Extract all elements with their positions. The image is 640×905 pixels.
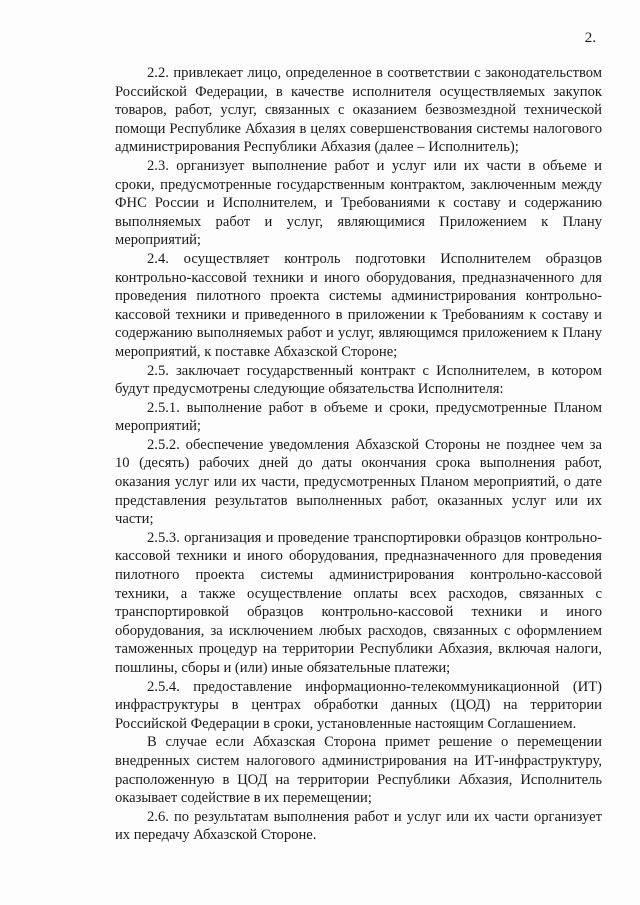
paragraph-2-2: 2.2. привлекает лицо, определенное в соответствии с законодательством Российской Федерации, в качестве исполнителя осуществляемых закупок товаров, работ, услуг, связанных с оказанием безвозмездной технической помощи Республике Абхазия в целях совершенствования системы налогового администрирования Республики Абхазия (далее – Исполнитель); [115, 65, 602, 156]
document-body [115, 64, 602, 845]
paragraph-2-6: 2.6. по результатам выполнения работ и услуг или их части организует их передачу Абхазской Стороне. [115, 808, 602, 844]
page-number: 2. [584, 30, 596, 46]
paragraph-2-5-4: 2.5.4. предоставление информационно-телекоммуникационной (ИТ) инфраструктуры в центрах обработки данных (ЦОД) на территории Российской Федерации в сроки, установленные настоящим Соглашением. [115, 678, 602, 732]
paragraph-2-5-1: 2.5.1. выполнение работ в объеме и сроки, предусмотренные Планом мероприятий; [115, 399, 602, 435]
paragraph-2-5: 2.5. заключает государственный контракт с Исполнителем, в котором будут предусмотрены следующие обязательства Исполнителя: [115, 362, 602, 398]
paragraph-2-5-2: 2.5.2. обеспечение уведомления Абхазской Стороны не позднее чем за 10 (десять) рабочих дней до даты окончания срока выполнения работ, оказания услуг или их части, предусмотренных Планом мероприятий, о дате представления результатов выполненных работ, оказанных услуг или их части; [115, 436, 602, 528]
paragraph-2-5-4-note: В случае если Абхазская Сторона примет решение о перемещении внедренных систем налогового администрирования на ИТ-инфраструктуру, расположенную в ЦОД на территории Республики Абхазия, Исполнитель оказывает содействие в их перемещении; [115, 734, 602, 807]
paragraph-2-3: 2.3. организует выполнение работ и услуг или их части в объеме и сроки, предусмотренные государственным контрактом, заключенным между ФНС России и Исполнителем, и Требованиями к составу и содержанию выполняемых работ и услуг, являющимися Приложением к Плану мероприятий; [115, 157, 602, 249]
paragraph-2-4: 2.4. осуществляет контроль подготовки Исполнителем образцов контрольно-кассовой техники и иного оборудования, предназначенного для проведения пилотного проекта системы администрирования контрольно-кассовой техники и приведенного в приложении к Требованиям к составу и содержанию выполняемых работ и услуг, являющимся приложением к Плану мероприятий, к поставке Абхазской Стороне; [115, 250, 602, 360]
paragraph-2-5-3: 2.5.3. организация и проведение транспортировки образцов контрольно-кассовой техники и иного оборудования, предназначенного для проведения пилотного проекта системы администрирования контрольно-кассовой техники, а также осуществление оплаты всех расходов, связанных с транспортировкой образцов контрольно-кассовой техники и иного оборудования, за исключением любых расходов, связанных с оформлением таможенных процедур на территории Республики Абхазия, включая налоги, пошлины, сборы и (или) иные обязательные платежи; [115, 529, 602, 676]
